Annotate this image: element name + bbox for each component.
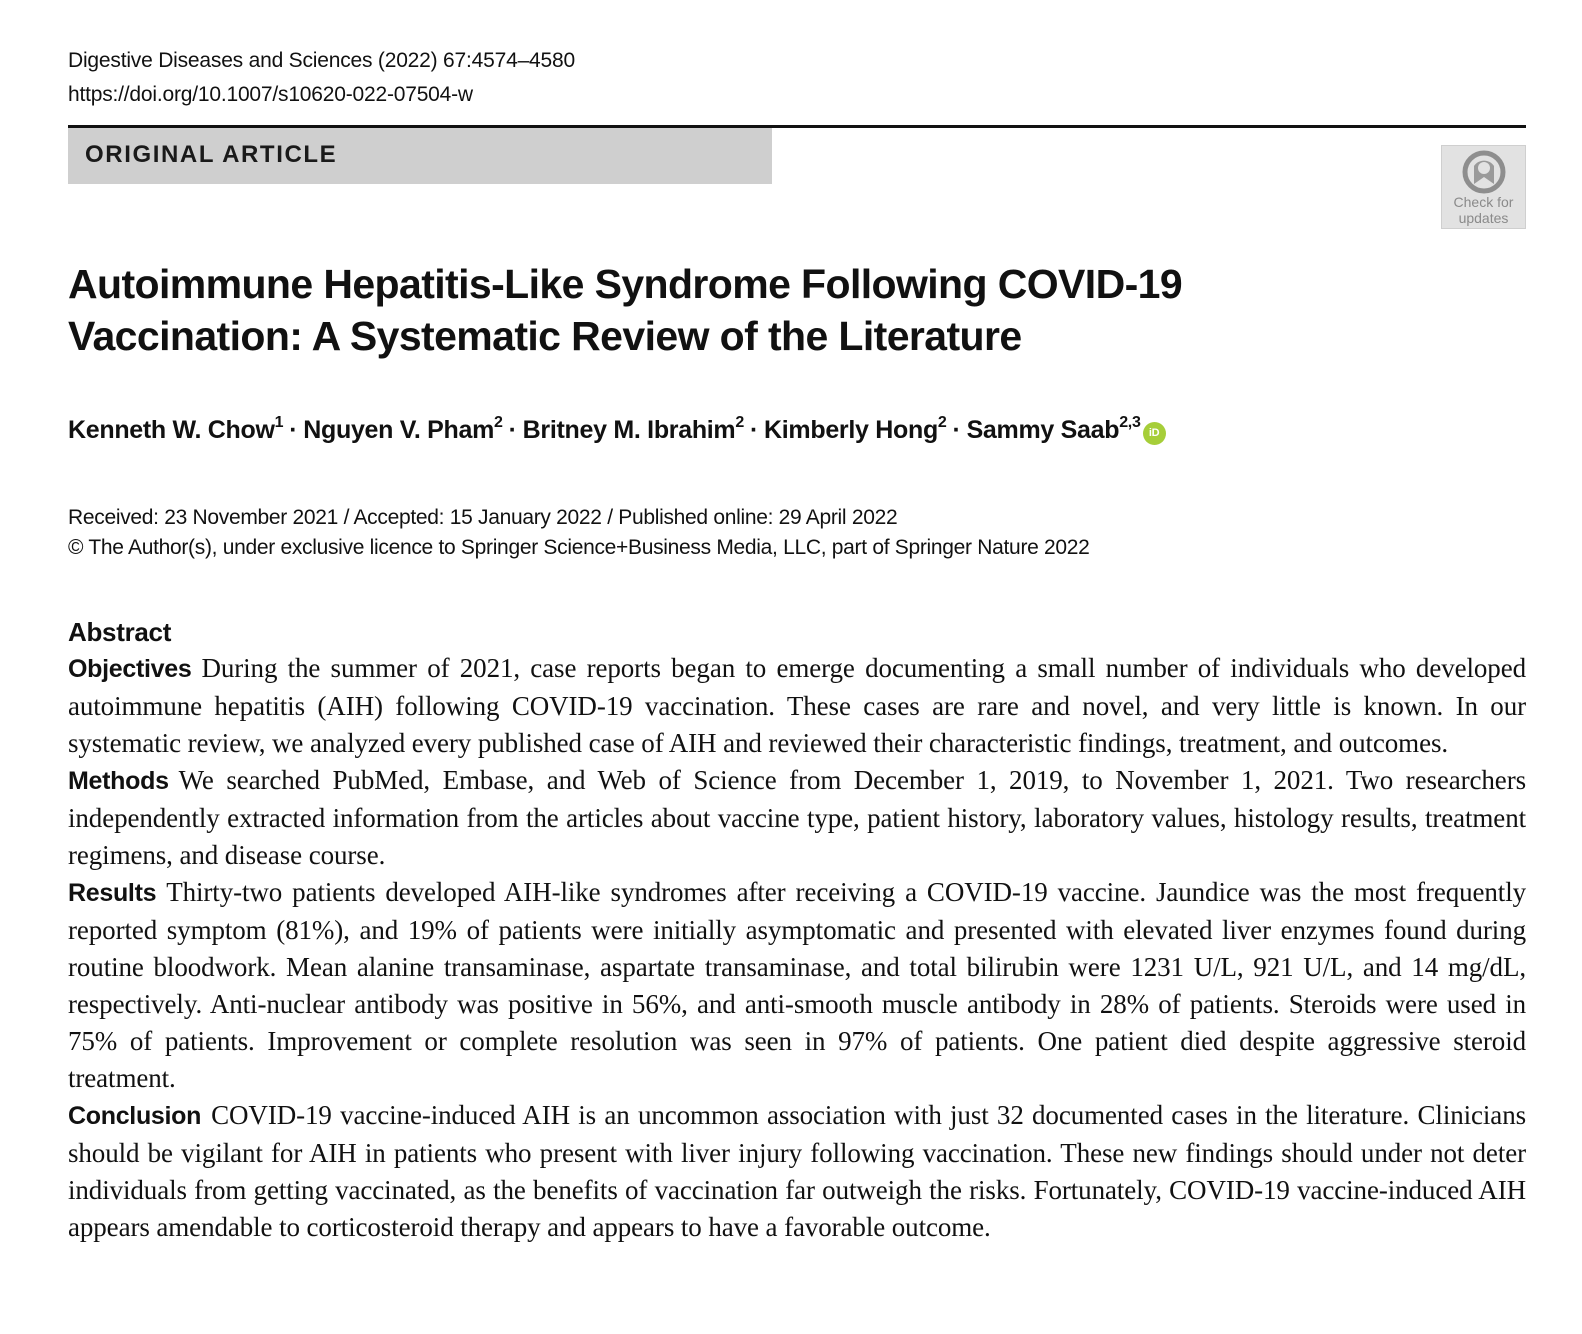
author-affiliation: 2	[735, 414, 744, 431]
author-affiliation: 1	[274, 414, 284, 431]
section-label: Conclusion	[68, 1102, 202, 1130]
author-name[interactable]: Sammy Saab	[966, 416, 1120, 444]
author-list	[68, 412, 1166, 448]
author-name[interactable]: Kimberly Hong	[764, 416, 938, 444]
author-separator: ·	[508, 416, 517, 444]
check-updates-line2: updates	[1458, 210, 1509, 226]
abstract-results	[68, 874, 1526, 1097]
section-text: We searched PubMed, Embase, and Web of Science from December 1, 2019, to November 1, 2021. Two researchers independently extracted information from the articles about vaccine type, patient history, laboratory values, histology results, treatment regimens, and disease course.	[68, 765, 1526, 870]
author-name[interactable]: Britney M. Ibrahim	[522, 416, 736, 444]
article-title	[68, 258, 1368, 362]
section-label: Objectives	[68, 655, 192, 683]
section-text: During the summer of 2021, case reports began to emerge documenting a small number of individuals who developed autoimmune hepatitis (AIH) following COVID-19 vaccination. These cases are rare and novel, and very little is known. In our systematic review, we analyzed every published case of AIH and reviewed their characteristic findings, treatment, and outcomes.	[68, 653, 1526, 758]
section-label: Methods	[68, 767, 169, 795]
publication-dates: Received: 23 November 2021 / Accepted: 15 January 2022 / Published online: 29 April 2022	[68, 506, 898, 529]
article-type-banner	[68, 128, 772, 184]
abstract-objectives	[68, 650, 1526, 762]
author-separator: ·	[952, 416, 961, 444]
copyright-notice: © The Author(s), under exclusive licence to Springer Science+Business Media, LLC, part of Springer Nature 2022	[68, 536, 1090, 559]
title-line-1: Autoimmune Hepatitis-Like Syndrome Following COVID-19	[68, 261, 1183, 307]
abstract-methods	[68, 762, 1526, 874]
author-affiliation: 2	[937, 414, 947, 431]
section-text: Thirty-two patients developed AIH-like syndromes after receiving a COVID-19 vaccine. Jaundice was the most frequently reported symptom (81%), and 19% of patients were initially asymptomatic and presented with elevated liver enzymes found during routine bloodwork. Mean alanine transaminase, aspartate transaminase, and total bilirubin were 1231 U/L, 921 U/L, and 14 mg/dL, respectively. Anti-nuclear antibody was positive in 56%, and anti-smooth muscle antibody in 28% of patients. Steroids were used in 75% of patients. Improvement or complete resolution was seen in 97% of patients. One patient died despite aggressive steroid treatment.	[68, 877, 1526, 1093]
doi-link[interactable]: https://doi.org/10.1007/s10620-022-07504-w	[68, 83, 473, 106]
abstract-conclusion	[68, 1097, 1526, 1246]
author-name[interactable]: Kenneth W. Chow	[68, 416, 275, 444]
crossmark-icon	[1462, 150, 1506, 194]
section-text: COVID-19 vaccine-induced AIH is an uncommon association with just 32 documented cases in the literature. Clinicians should be vigilant for AIH in patients who present with liver injury following vaccination. These new findings should under not deter individuals from getting vaccinated, as the benefits of vaccination far outweigh the risks. Fortunately, COVID-19 vaccine-induced AIH appears amendable to corticosteroid therapy and appears to have a favorable outcome.	[68, 1100, 1526, 1242]
author-affiliation: 2	[494, 414, 503, 431]
abstract-body	[68, 650, 1526, 1246]
author-affiliation: 2,3	[1119, 414, 1141, 431]
author-separator: ·	[749, 416, 759, 444]
check-for-updates-button[interactable]	[1441, 145, 1526, 229]
title-line-2: Vaccination: A Systematic Review of the Literature	[68, 313, 1022, 359]
check-updates-line1: Check for	[1453, 194, 1514, 210]
journal-citation: Digestive Diseases and Sciences (2022) 67:4574–4580	[68, 49, 575, 72]
author-separator: ·	[289, 416, 298, 444]
section-label: Results	[68, 879, 157, 907]
author-name[interactable]: Nguyen V. Pham	[303, 416, 495, 444]
article-type-label: ORIGINAL ARTICLE	[85, 141, 338, 168]
abstract-heading: Abstract	[68, 617, 172, 647]
orcid-icon[interactable]: iD	[1143, 422, 1166, 445]
